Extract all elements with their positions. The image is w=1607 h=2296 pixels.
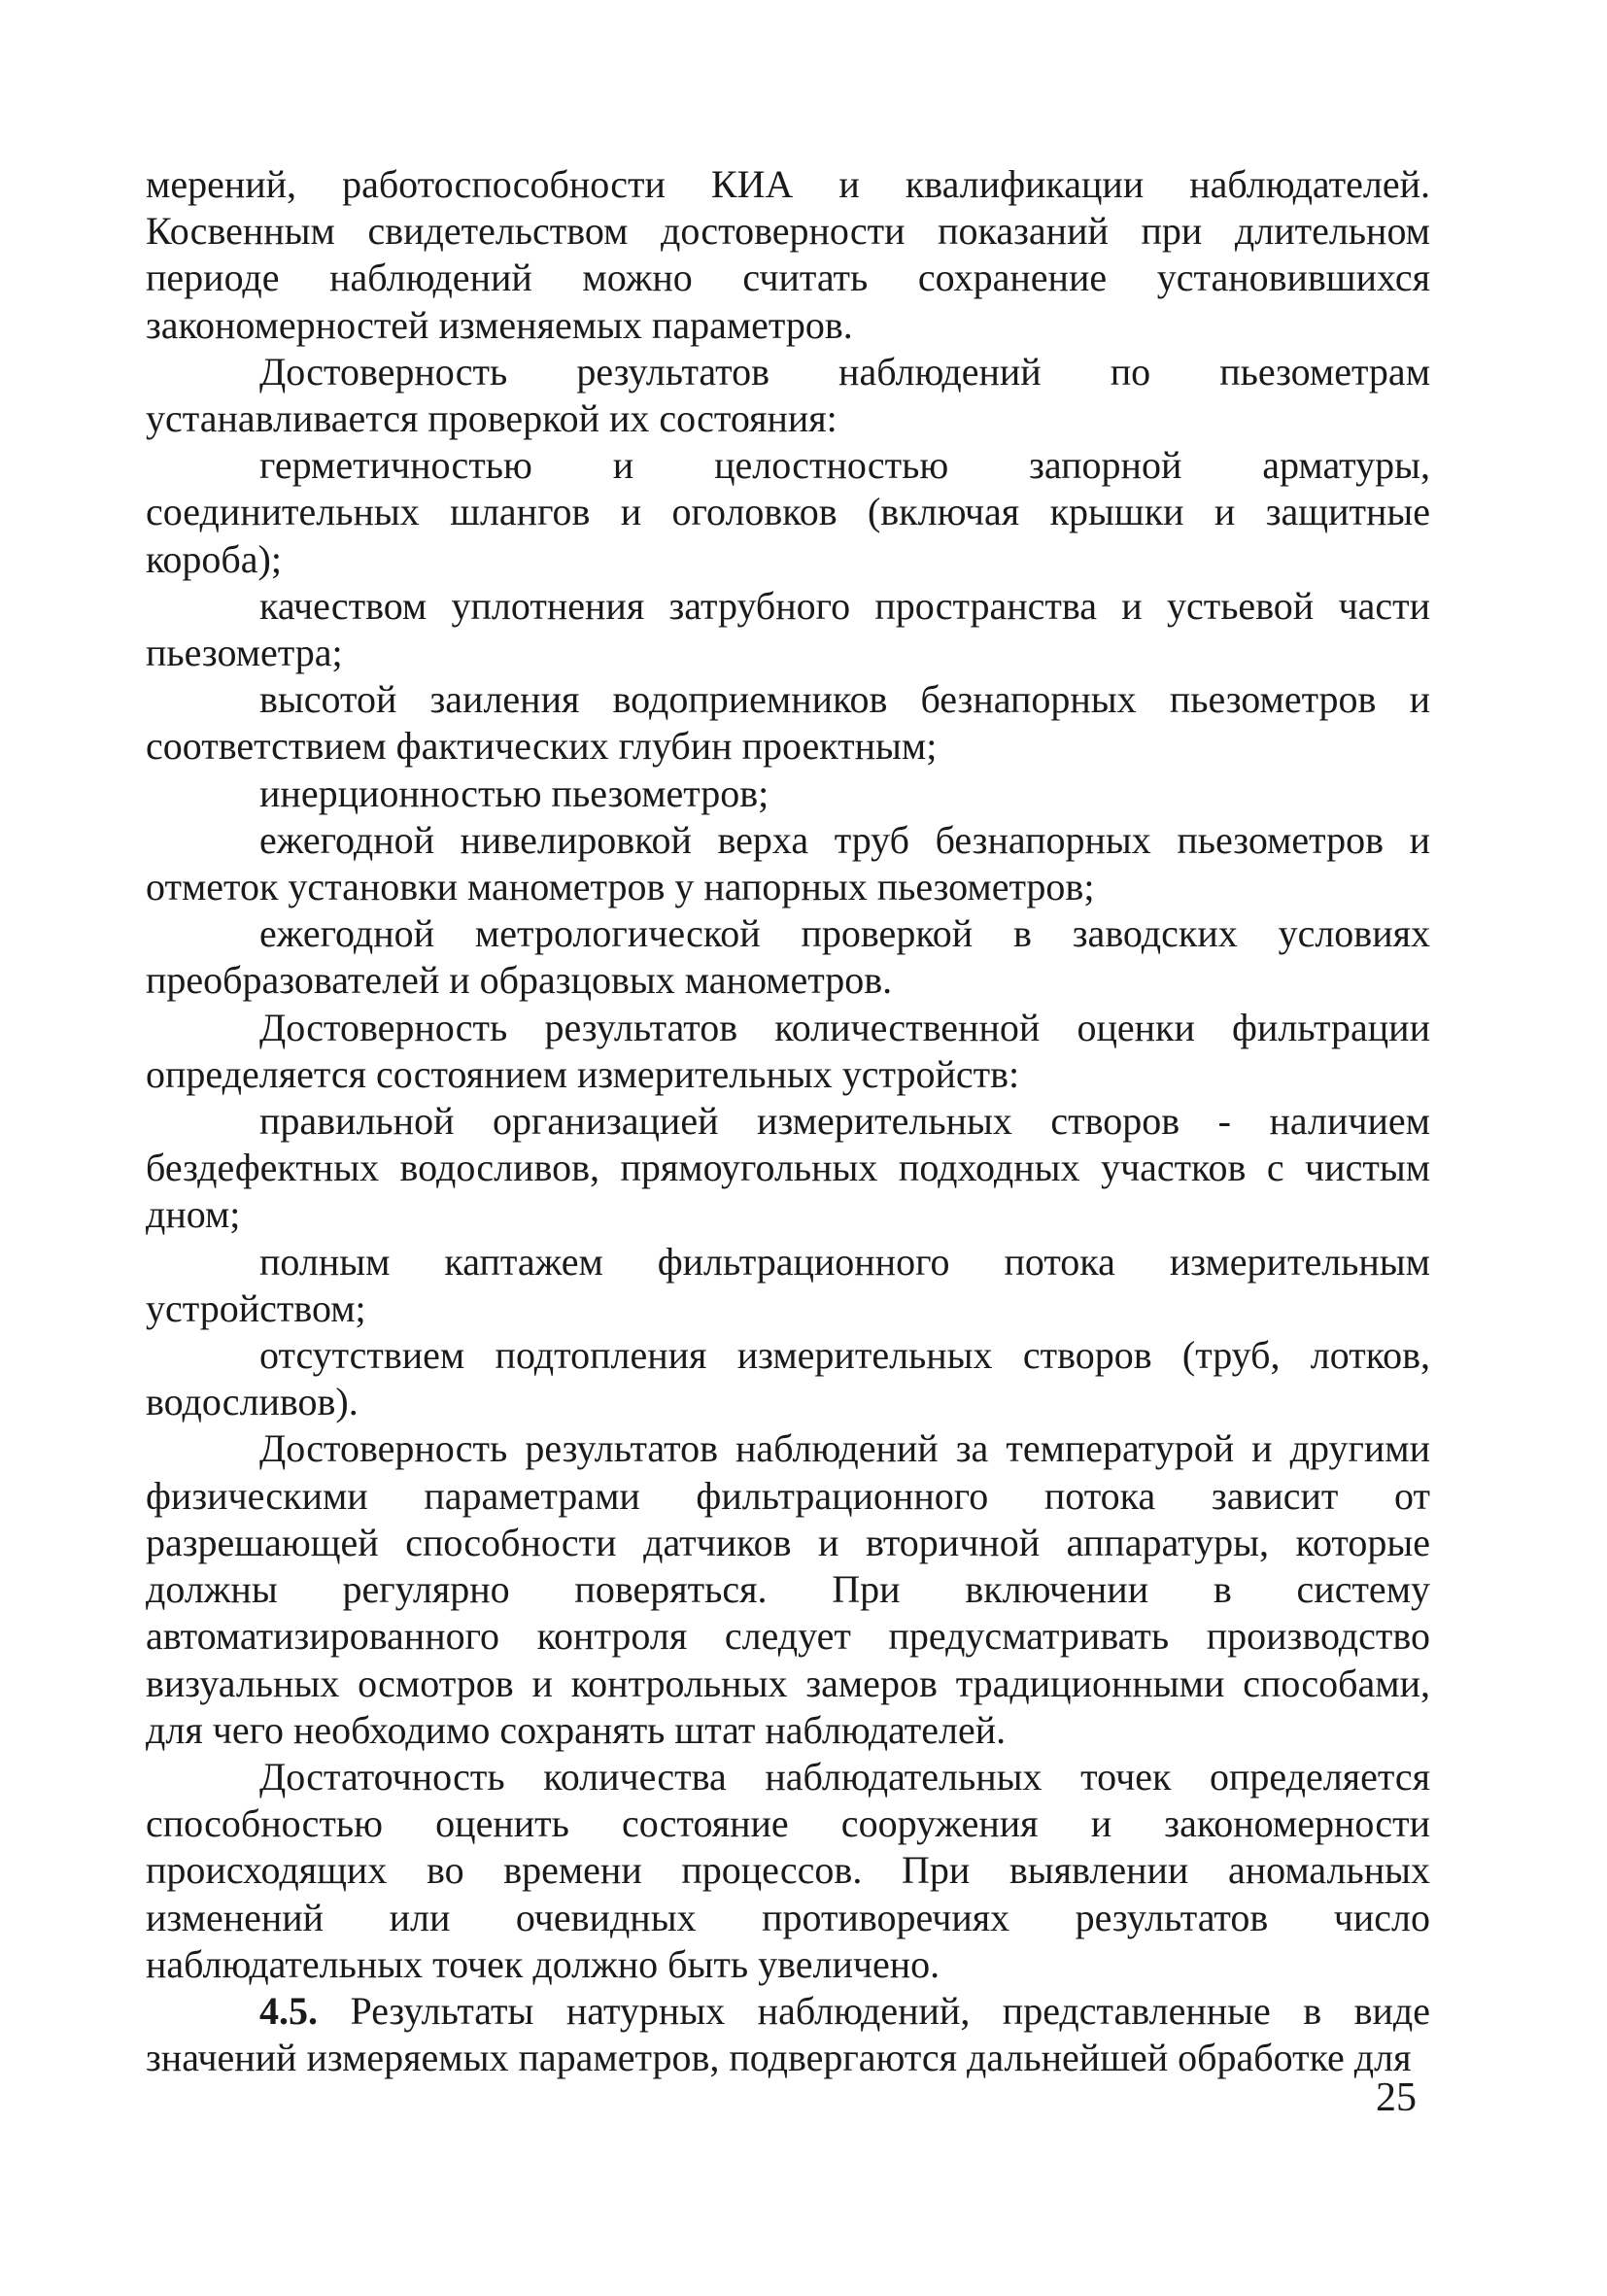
list-item-sealing: качеством уплотнения затрубного пространства и устьевой части пьезометра; [146,583,1430,675]
paragraph-piezometer-reliability: Достоверность результатов наблюдений по пьезометрам устанавливается проверкой их состояния: [146,349,1430,441]
list-item-captage: полным каптажем фильтрационного потока измерительным устройством; [146,1239,1430,1330]
list-item-measuring-sections: правильной организацией измерительных створов - наличием бездефектных водосливов, прямоугольных подходных участков с чистым дном; [146,1099,1430,1237]
list-item-siltation: высотой заиления водоприемников безнапорных пьезометров и соответствием фактических глубин проектным; [146,677,1430,769]
section-number: 4.5. [259,1988,318,2033]
paragraph-filtration-reliability: Достоверность результатов количественной оценки фильтрации определяется состоянием измерительных устройств: [146,1005,1430,1096]
list-item-leveling: ежегодной нивелировкой верха труб безнапорных пьезометров и отметок установки манометров у напорных пьезометров; [146,817,1430,909]
page-number: 25 [1376,2075,1417,2120]
list-item-inertia: инерционностью пьезометров; [259,771,769,815]
paragraph-temperature: Достоверность результатов наблюдений за температурой и другими физическими параметрами фильтрационного потока зависит от разрешающей способности датчиков и вторичной аппаратуры, которые должны регулярно поверяться. При включении в систему автоматизированного контроля следует предусматривать производство визуальных осмотров и контрольных замеров традиционными способами, для чего необходимо сохранять штат наблюдателей. [146,1426,1430,1752]
list-item-flooding: отсутствием подтопления измерительных створов (труб, лотков, водосливов). [146,1333,1430,1424]
list-item-metrology: ежегодной метрологической проверкой в заводских условиях преобразователей и образцовых манометров. [146,911,1430,1003]
body-text [146,161,1430,2081]
paragraph-observation-points: Достаточность количества наблюдательных точек определяется способностью оценить состояние сооружения и закономерности происходящих во времени процессов. При выявлении аномальных изменений или очевидных противоречиях результатов число наблюдательных точек должно быть увеличено. [146,1754,1430,1986]
section-4-5 [146,1988,1430,2081]
section-text: Результаты натурных наблюдений, представленные в виде значений измеряемых параметров, подвергаются дальнейшей обработке для [146,1988,1430,2080]
list-item-tightness: герметичностью и целостностью запорной арматуры, соединительных шлангов и оголовков (включая крышки и защитные короба); [146,443,1430,581]
paragraph-continuation: мерений, работоспособности КИА и квалификации наблюдателей. Косвенным свидетельством достоверности показаний при длительном периоде наблюдений можно считать сохранение установившихся закономерностей изменяемых параметров. [146,162,1430,347]
